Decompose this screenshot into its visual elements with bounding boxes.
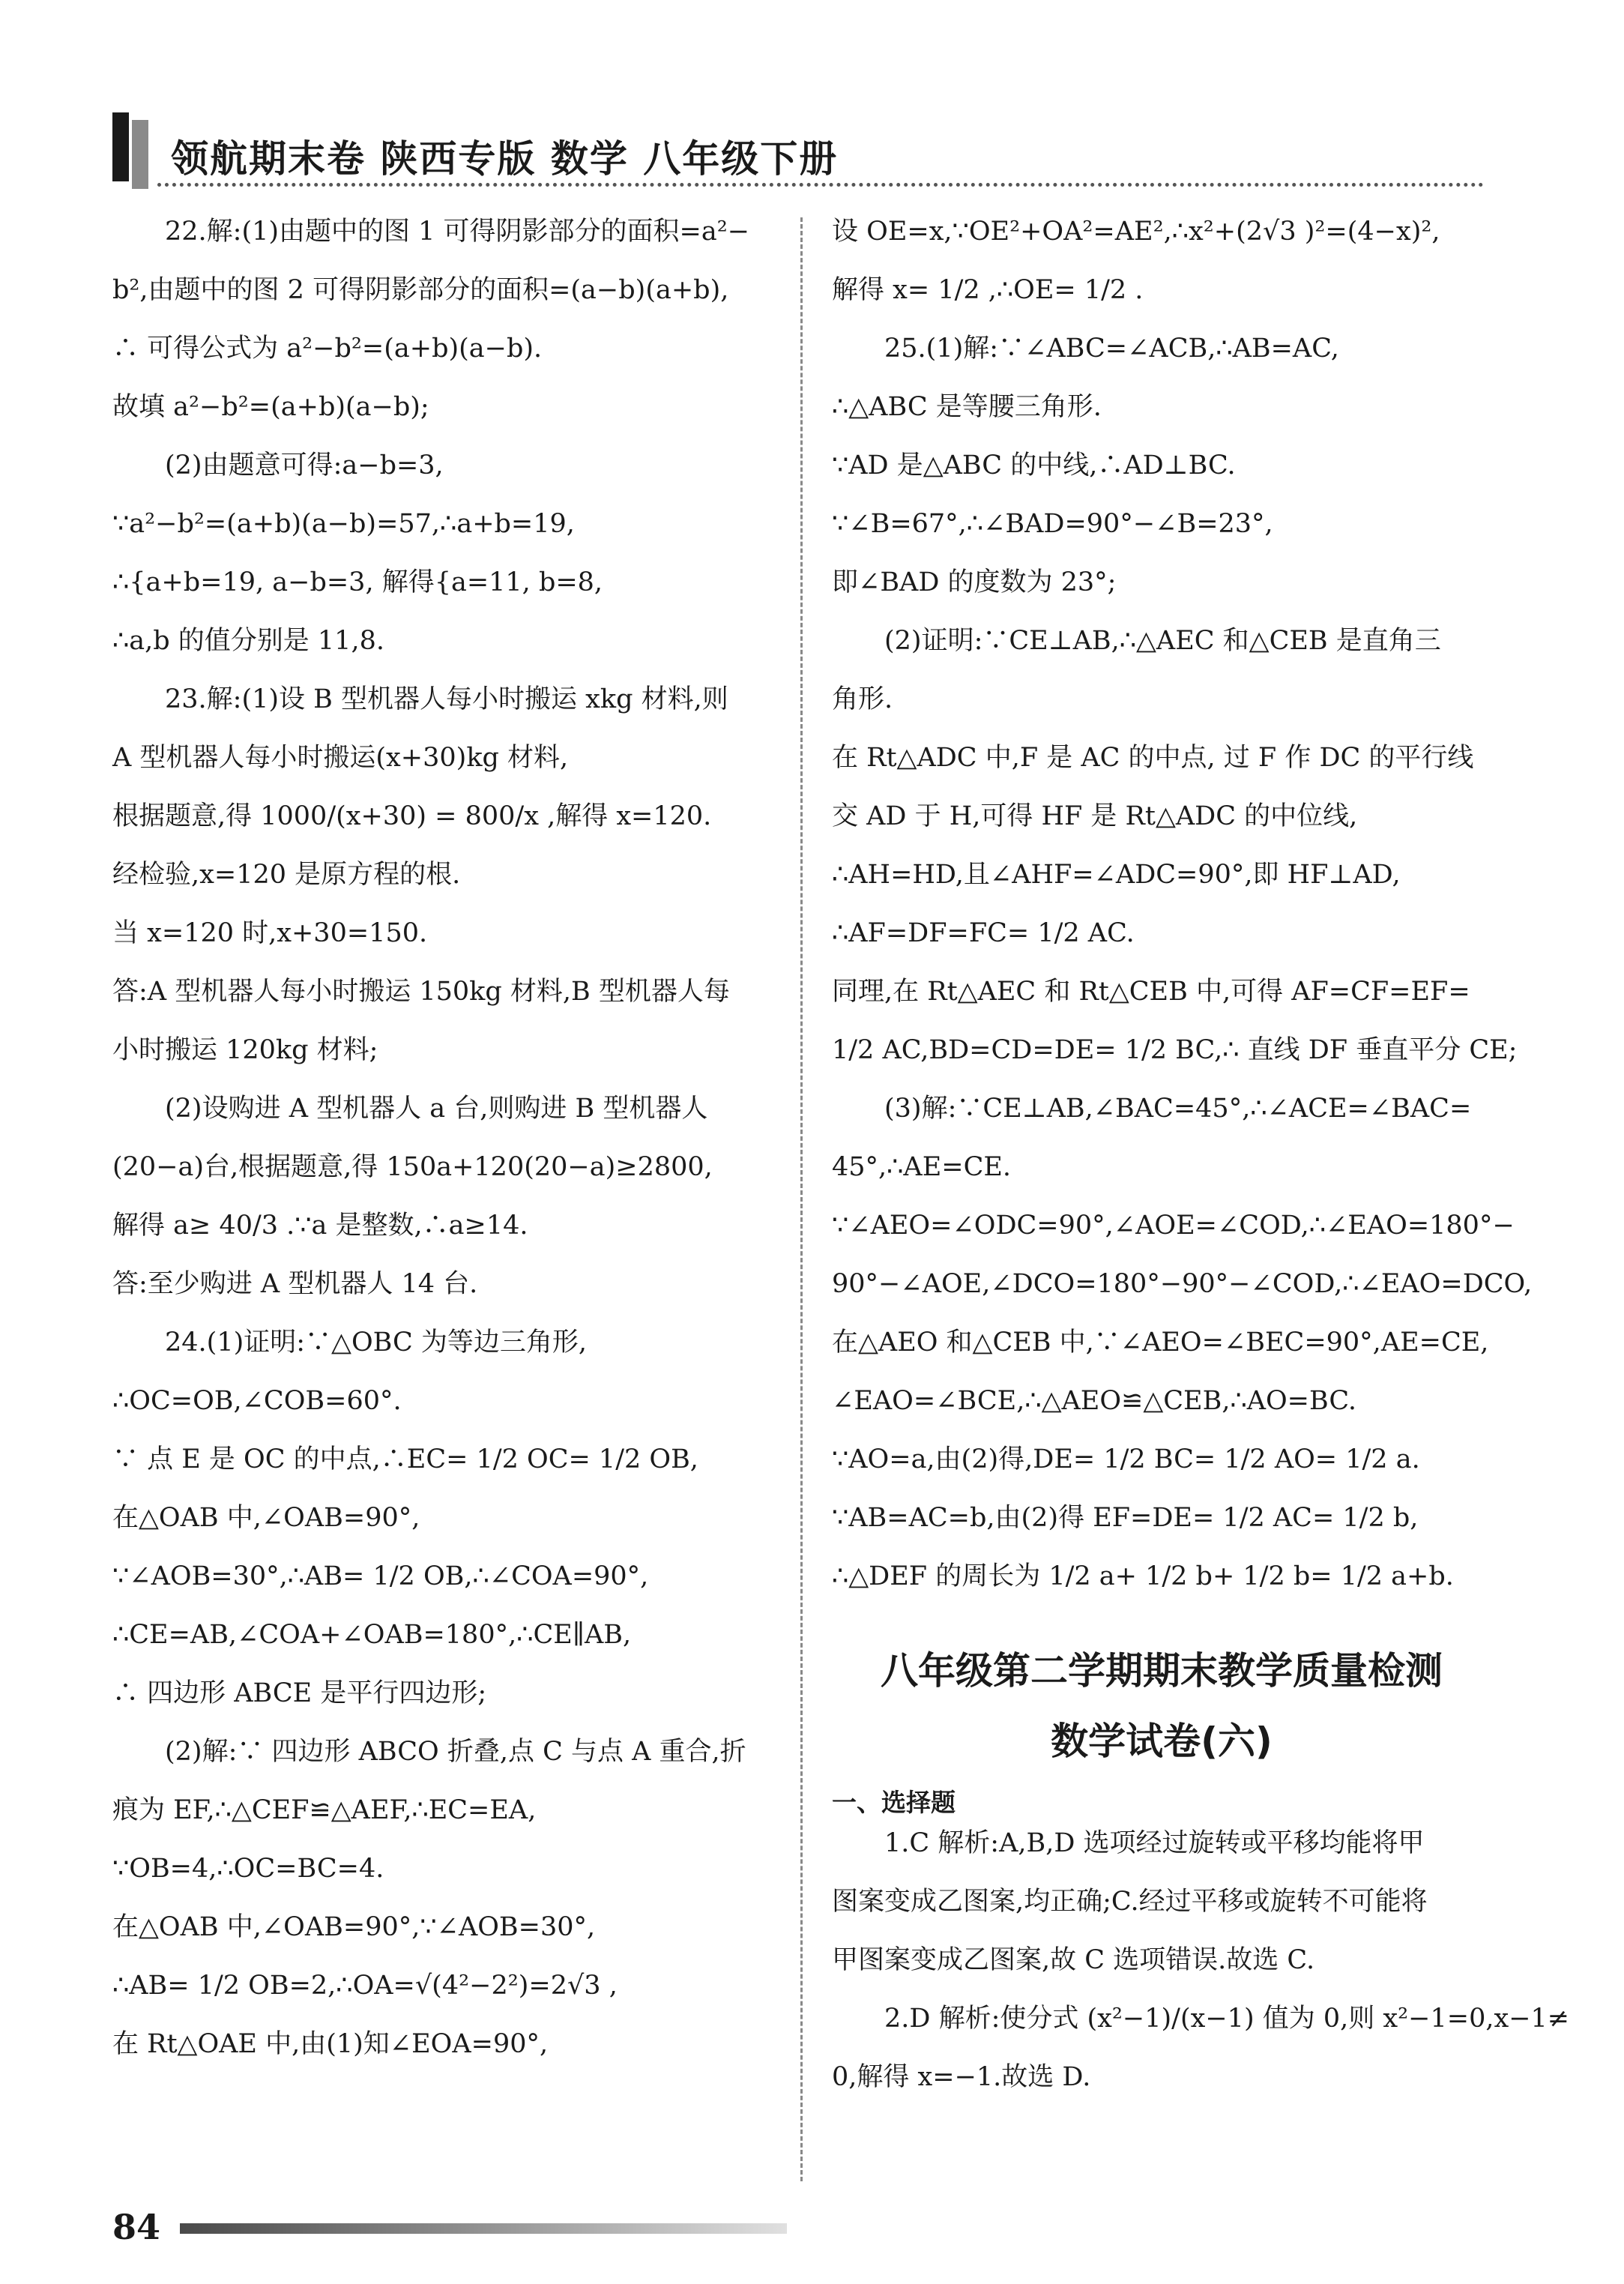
header-logo-mark — [112, 112, 151, 187]
text-line: 经检验,x=120 是原方程的根. — [112, 860, 461, 890]
text-line: 90°−∠AOE,∠DCO=180°−90°−∠COD,∴∠EAO=DCO, — [832, 1269, 1533, 1299]
text-line: ∵AB=AC=b,由(2)得 EF=DE= 1/2 AC= 1/2 b, — [832, 1503, 1419, 1533]
text-line: ∴{a+b=19, a−b=3, 解得{a=11, b=8, — [112, 567, 603, 597]
text-line: (2)由题意可得:a−b=3, — [165, 451, 444, 480]
text-line: 根据题意,得 1000/(x+30) = 800/x ,解得 x=120. — [112, 801, 712, 831]
exam-title-line1: 八年级第二学期期末教学质量检测 — [881, 1649, 1443, 1693]
text-line: 即∠BAD 的度数为 23°; — [832, 567, 1117, 597]
text-line: 解得 a≥ 40/3 .∵a 是整数,∴a≥14. — [112, 1211, 528, 1241]
text-line: ∴ 四边形 ABCE 是平行四边形; — [112, 1678, 487, 1708]
text-line: (2)解:∵ 四边形 ABCO 折叠,点 C 与点 A 重合,折 — [165, 1737, 746, 1767]
text-line: 角形. — [832, 684, 893, 714]
text-line: 甲图案变成乙图案,故 C 选项错误.故选 C. — [832, 1945, 1315, 1975]
text-line: 在△OAB 中,∠OAB=90°, — [112, 1503, 420, 1533]
text-line: 24.(1)证明:∵△OBC 为等边三角形, — [165, 1328, 588, 1358]
text-line: ∵∠AOB=30°,∴AB= 1/2 OB,∴∠COA=90°, — [112, 1561, 649, 1591]
text-line: (2)证明:∵CE⊥AB,∴△AEC 和△CEB 是直角三 — [884, 626, 1441, 656]
text-line: ∴AF=DF=FC= 1/2 AC. — [832, 918, 1135, 948]
text-line: 答:A 型机器人每小时搬运 150kg 材料,B 型机器人每 — [112, 977, 730, 1007]
text-line: b²,由题中的图 2 可得阴影部分的面积=(a−b)(a+b), — [112, 275, 729, 305]
header-divider — [157, 183, 1484, 187]
text-line: ∴OC=OB,∠COB=60°. — [112, 1386, 402, 1416]
header-title: 领航期末卷 陕西专版 数学 八年级下册 — [171, 137, 839, 181]
text-line: 当 x=120 时,x+30=150. — [112, 918, 428, 948]
text-line: 在 Rt△ADC 中,F 是 AC 的中点, 过 F 作 DC 的平行线 — [832, 743, 1474, 773]
text-line: ∴△DEF 的周长为 1/2 a+ 1/2 b+ 1/2 b= 1/2 a+b. — [832, 1561, 1454, 1591]
page-number: 84 — [112, 2207, 161, 2247]
text-line: ∵a²−b²=(a+b)(a−b)=57,∴a+b=19, — [112, 509, 575, 539]
text-line: 1/2 AC,BD=CD=DE= 1/2 BC,∴ 直线 DF 垂直平分 CE; — [832, 1035, 1518, 1065]
text-line: ∴ 可得公式为 a²−b²=(a+b)(a−b). — [112, 334, 543, 364]
section-heading: 一、选择题 — [832, 1788, 956, 1817]
text-line: ∴a,b 的值分别是 11,8. — [112, 626, 384, 656]
text-line: 答:至少购进 A 型机器人 14 台. — [112, 1269, 478, 1299]
text-line: 设 OE=x,∵OE²+OA²=AE²,∴x²+(2√3 )²=(4−x)², — [832, 217, 1440, 247]
text-line: 在 Rt△OAE 中,由(1)知∠EOA=90°, — [112, 2029, 549, 2059]
footer-bar — [180, 2223, 787, 2234]
text-line: 交 AD 于 H,可得 HF 是 Rt△ADC 的中位线, — [832, 801, 1358, 831]
text-line: ∴△ABC 是等腰三角形. — [832, 392, 1102, 422]
text-line: 故填 a²−b²=(a+b)(a−b); — [112, 392, 429, 422]
text-line: ∠EAO=∠BCE,∴△AEO≌△CEB,∴AO=BC. — [832, 1386, 1357, 1416]
column-divider — [800, 217, 803, 2181]
text-line: 在△OAB 中,∠OAB=90°,∵∠AOB=30°, — [112, 1912, 596, 1942]
text-line: ∵∠AEO=∠ODC=90°,∠AOE=∠COD,∴∠EAO=180°− — [832, 1211, 1515, 1241]
text-line: ∵ 点 E 是 OC 的中点,∴EC= 1/2 OC= 1/2 OB, — [112, 1444, 698, 1474]
text-line: 解得 x= 1/2 ,∴OE= 1/2 . — [832, 275, 1144, 305]
text-line: A 型机器人每小时搬运(x+30)kg 材料, — [112, 743, 569, 773]
text-line: 痕为 EF,∴△CEF≌△AEF,∴EC=EA, — [112, 1795, 537, 1825]
text-line: ∵∠B=67°,∴∠BAD=90°−∠B=23°, — [832, 509, 1273, 539]
text-line: ∵OB=4,∴OC=BC=4. — [112, 1854, 384, 1884]
exam-title-line2: 数学试卷(六) — [1051, 1720, 1273, 1763]
right-column-choice-answers — [832, 1828, 1570, 2121]
text-line: 小时搬运 120kg 材料; — [112, 1035, 378, 1065]
text-line: (3)解:∵CE⊥AB,∠BAC=45°,∴∠ACE=∠BAC= — [884, 1094, 1472, 1124]
text-line: (20−a)台,根据题意,得 150a+120(20−a)≥2800, — [112, 1152, 713, 1182]
text-line: 图案变成乙图案,均正确;C.经过平移或旋转不可能将 — [832, 1887, 1428, 1917]
text-line: 1.C 解析:A,B,D 选项经过旋转或平移均能将甲 — [884, 1828, 1425, 1858]
left-column — [112, 217, 772, 2088]
text-line: 22.解:(1)由题中的图 1 可得阴影部分的面积=a²− — [165, 217, 750, 247]
page-footer — [112, 2204, 787, 2249]
text-line: ∴AH=HD,且∠AHF=∠ADC=90°,即 HF⊥AD, — [832, 860, 1401, 890]
text-line: 2.D 解析:使分式 (x²−1)/(x−1) 值为 0,则 x²−1=0,x−1≠ — [884, 2004, 1570, 2034]
text-line: ∵AO=a,由(2)得,DE= 1/2 BC= 1/2 AO= 1/2 a. — [832, 1444, 1420, 1474]
right-column — [832, 217, 1570, 2121]
text-line: 同理,在 Rt△AEC 和 Rt△CEB 中,可得 AF=CF=EF= — [832, 977, 1470, 1007]
text-line: ∵AD 是△ABC 的中线,∴AD⊥BC. — [832, 451, 1236, 480]
text-line: 23.解:(1)设 B 型机器人每小时搬运 xkg 材料,则 — [165, 684, 728, 714]
text-line: 0,解得 x=−1.故选 D. — [832, 2062, 1091, 2092]
text-line: 45°,∴AE=CE. — [832, 1152, 1012, 1182]
text-line: ∴AB= 1/2 OB=2,∴OA=√(4²−2²)=2√3 , — [112, 1971, 618, 2001]
page-header — [112, 112, 1484, 195]
right-column-answers — [832, 217, 1533, 1621]
text-line: 25.(1)解:∵∠ABC=∠ACB,∴AB=AC, — [884, 334, 1339, 364]
text-line: (2)设购进 A 型机器人 a 台,则购进 B 型机器人 — [165, 1094, 708, 1124]
text-line: ∴CE=AB,∠COA+∠OAB=180°,∴CE∥AB, — [112, 1620, 632, 1650]
text-line: 在△AEO 和△CEB 中,∵∠AEO=∠BEC=90°,AE=CE, — [832, 1328, 1489, 1358]
